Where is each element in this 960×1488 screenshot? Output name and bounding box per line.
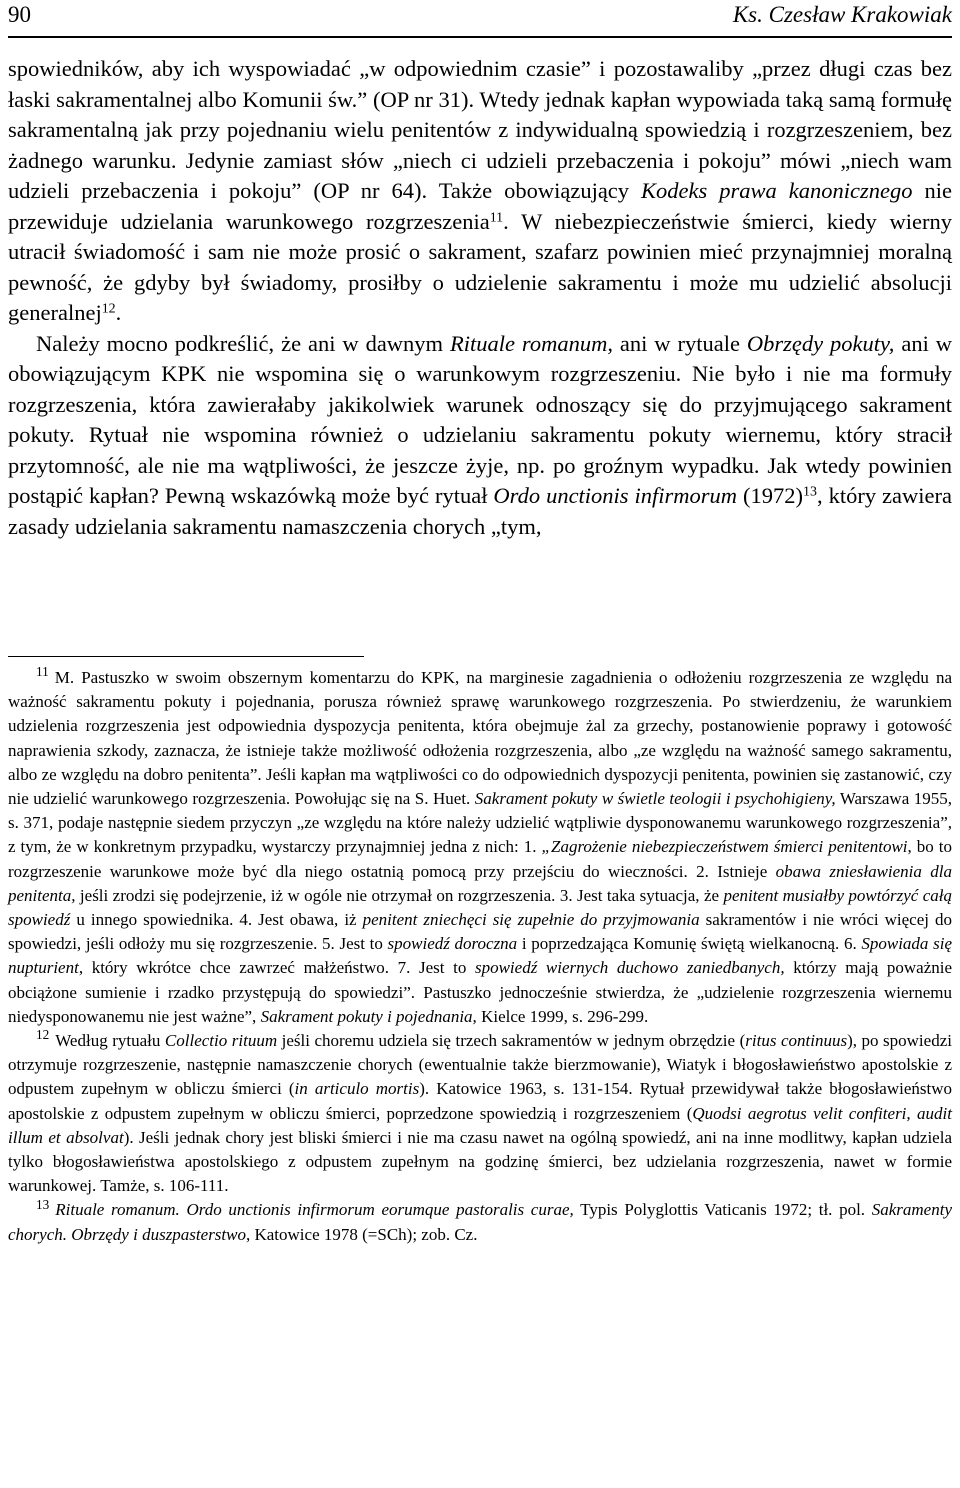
italic-text: Sakrament pokuty w świetle teologii i psychohigieny, bbox=[474, 789, 836, 809]
text-run: ani w rytuale bbox=[612, 330, 747, 356]
text-run: Kielce 1999, s. 296-299. bbox=[476, 1006, 649, 1026]
italic-text: Ordo unctionis infirmorum bbox=[493, 483, 738, 508]
text-run: ). Jeśli jednak chory jest bliski śmierci i nie ma czasu nawet na ogólną spowiedź, ani na inne modlitwy, kapłan udziela tylko błogosławieństwa apostolskiego z odpustem zupełnym na godzinę śmierci, bez udzielania rozgrzeszenia, nawet w formie warunkowej. Tamże, s. 106-111. bbox=[8, 1127, 952, 1196]
footnote-reference: 11 bbox=[489, 209, 504, 225]
page-number: 90 bbox=[8, 2, 31, 27]
italic-text: spowiedź wiernych duchowo zaniedbanych, bbox=[474, 958, 785, 978]
italic-text: penitent zniechęci się zupełnie do przyjmowania bbox=[362, 910, 700, 930]
running-header bbox=[8, 0, 952, 38]
italic-text: spowiedź doroczna bbox=[387, 934, 518, 954]
footnote-mark: 13 bbox=[36, 1196, 50, 1212]
text-run: nie przewiduje udzielania warunkowego rozgrzeszenia bbox=[8, 178, 952, 234]
footnote-13 bbox=[8, 1198, 952, 1246]
text-run: jeśli zrodzi się podejrzenie, iż w ogóle nie otrzymał on rozgrzeszenia. 3. Jest taka sytuacja, że bbox=[75, 885, 724, 905]
paragraph bbox=[8, 329, 952, 543]
text-run: i poprzedzająca Komunię świętą wielkanocną. 6. bbox=[517, 934, 862, 954]
text-run: ), po spowiedzi otrzymuje rozgrzeszenie, następnie namaszczenie chorych (ewentualnie także bierzmowanie), Wiatyk i błogosławieństwo apostolskie z odpustem zupełnym w obliczu śmierci ( bbox=[8, 1031, 952, 1099]
footnote-reference: 12 bbox=[101, 301, 116, 317]
footnote-mark: 11 bbox=[36, 664, 49, 680]
footnote-text bbox=[8, 1031, 952, 1195]
italic-text: Spowiada się nupturient bbox=[8, 934, 952, 978]
italic-text: Obrzędy pokuty, bbox=[746, 330, 895, 356]
text-run: , który zawiera zasady udzielania sakramentu namaszczenia chorych „tym, bbox=[8, 483, 952, 539]
italic-text: Sakramenty chorych. Obrzędy i duszpasterstwo bbox=[8, 1200, 952, 1244]
text-run: u innego spowiednika. 4. Jest obawa, iż bbox=[70, 910, 363, 930]
footnote-text bbox=[8, 1200, 952, 1243]
text-run: Typis Polyglottis Vaticanis 1972; tł. pol. bbox=[573, 1200, 872, 1220]
italic-text: „Zagrożenie niebezpieczeństwem śmierci penitentowi bbox=[541, 837, 908, 857]
text-run: Warszawa 1955, s. 371, podaje następnie siedem przyczyn „ze względu na które należy udzielić wątpliwie dysponowanemu warunkowego rozgrzeszenia”, z tym, że w konkretnym przypadku, wystarczy przynajmniej jedna z nich: 1. bbox=[8, 789, 952, 857]
text-run: . bbox=[115, 300, 122, 325]
footnote-11 bbox=[8, 666, 952, 1029]
italic-text: penitent musiałby powtórzyć całą spowiedź bbox=[8, 885, 952, 930]
text-run: Należy mocno podkreślić, że ani w dawnym bbox=[36, 330, 450, 356]
footnote-text bbox=[8, 668, 952, 1026]
footnote-12 bbox=[8, 1029, 952, 1198]
text-run: , który wkrótce chce zawrzeć małżeństwo. 7. Jest to bbox=[78, 958, 475, 978]
text-run: (1972) bbox=[737, 483, 804, 508]
italic-text: obawa zniesławienia dla penitenta, bbox=[8, 861, 952, 905]
text-run: ani w obowiązującym KPK nie wspomina się o warunkowym rozgrzeszeniu. Nie było i nie ma formuły rozgrzeszenia, która zawierałaby jakikolwiek warunek odnoszący się do przyjmującego sakrament pokuty. Rytuał nie wspomina również o udzielaniu sakramentu pokuty wiernemu, który stracił przytomność, ale nie ma wątpliwości, że jeszcze żyje, np. po groźnym wypadku. Jak wtedy powinien postąpić kapłan? Pewną wskazówką może być rytuał bbox=[8, 330, 952, 508]
italic-text: Rituale romanum. Ordo unctionis infirmorum eorumque pastoralis curae, bbox=[55, 1200, 574, 1220]
text-run: sakramentów i nie wróci więcej do spowiedzi, jeśli odłoży mu się rozgrzeszenie. 5. Jest to bbox=[8, 910, 952, 954]
text-run: spowiedników, aby ich wyspowiadać „w odpowiednim czasie” i pozostawaliby „przez długi czas bez łaski sakramentalnej albo Komunii św.” (OP nr 31). Wtedy jednak kapłan wypowiada taką samą formułę sakramentalną jak przy pojednaniu wielu penitentów z indywidualną spowiedzią i rozgrzeszeniem, bez żadnego warunku. Jedynie zamiast słów „niech ci udzieli przebaczenia i pokoju” mówi „niech wam udzieli przebaczenia i pokoju” (OP nr 64). Także obowiązujący bbox=[8, 56, 952, 203]
italic-text: Collectio rituum bbox=[164, 1031, 278, 1051]
italic-text: ritus continuus bbox=[745, 1031, 848, 1051]
running-author: Ks. Czesław Krakowiak bbox=[732, 2, 952, 27]
text-run: jeśli choremu udziela się trzech sakramentów w jednym obrzędzie ( bbox=[277, 1031, 746, 1051]
text-run: Według rytuału bbox=[55, 1031, 165, 1051]
text-run: , Katowice 1978 (=SCh); zob. Cz. bbox=[245, 1224, 478, 1244]
italic-text: Quodsi aegrotus velit confiteri, audit illum et absolvat bbox=[8, 1103, 952, 1147]
footnote-separator bbox=[8, 656, 364, 657]
italic-text: Sakrament pokuty i pojednania, bbox=[260, 1006, 477, 1026]
text-run: , bo to rozgrzeszenie warunkowe może być dla niego ostatnią pomocą przy przejściu do wieczności. 2. Istnieje bbox=[8, 837, 952, 881]
footnotes bbox=[8, 666, 952, 1247]
italic-text: Kodeks prawa kanonicznego bbox=[641, 178, 913, 203]
main-text bbox=[8, 54, 952, 542]
text-run: którzy mają poważnie obciążone sumienie i rzadko przystępują do spowiedzi”. Pastuszko jednocześnie stwierdza, że „udzielenie rozgrzeszenia wiernemu niedysponowanemu nie jest ważne”, bbox=[8, 958, 953, 1026]
text-run: ). Katowice 1963, s. 131-154. Rytuał przewidywał także błogosławieństwo apostolskie z odpustem zupełnym w obliczu śmierci, poprzedzone spowiedzią i rozgrzeszeniem ( bbox=[8, 1079, 952, 1123]
text-run: . W niebezpieczeństwie śmierci, kiedy wierny utracił świadomość i sam nie może prosić o sakrament, szafarz powinien mieć przynajmniej moralną pewność, że gdyby był świadomy, prosiłby o udzielenie sakramentu i może mu udzielić absolucji generalnej bbox=[8, 208, 952, 325]
italic-text: Rituale romanum, bbox=[449, 330, 613, 356]
paragraph bbox=[8, 54, 952, 329]
text-run: M. Pastuszko w swoim obszernym komentarzu do KPK, na marginesie zagadnienia o odłożeniu rozgrzeszenia ze względu na ważność sakramentu pokuty i pojednania, porusza również sprawę warunkowego rozgrzeszenia. Po stwierdzeniu, że warunkiem udzielenia rozgrzeszenia jest odpowiednia dyspozycja penitenta, która obejmuje żal za grzechy, postanowienie poprawy i gotowość naprawienia szkody, zaznacza, że istnieje także możliwość odłożenia rozgrzeszenia, albo „ze względu na ważność samego sakramentu, albo ze względu na dobro penitenta”. Jeśli kapłan ma wątpliwości co do odpowiednich dyspozycji penitenta, powinien się zastanowić, czy nie udzielić warunkowego rozgrzeszenia. Powołując się na S. Huet. bbox=[8, 668, 952, 809]
footnote-reference: 13 bbox=[803, 484, 817, 500]
italic-text: in articulo mortis bbox=[294, 1079, 420, 1099]
footnote-mark: 12 bbox=[36, 1027, 50, 1043]
